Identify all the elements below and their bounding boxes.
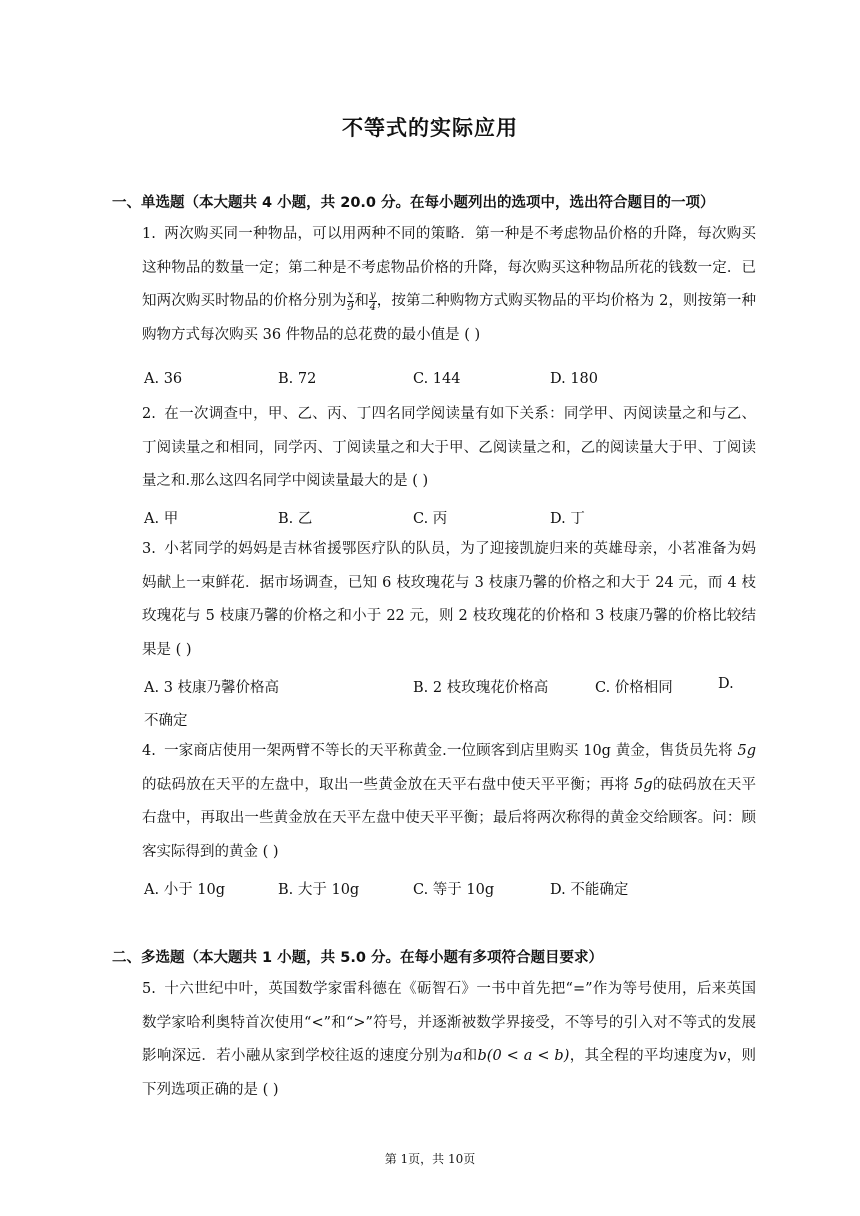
question-number: 2. [142,406,156,422]
question-4: 4. 一家商店使用一架两臂不等长的天平称黄金.一位顾客到店里购买 10g 黄金，售货员先将 5g的砝码放在天平的左盘中，取出一些黄金放在天平右盘中使天平平衡；再将 5g的砝码放在天平右盘中，再取出一些黄金放在天平左盘中使天平平衡；最后将两次称得的黄金交给顾客。问：顾客实际得到的黄金 ( ) [142,735,756,869]
question-text: 两次购买同一种物品，可以用两种不同的策略．第一种是不考虑物品价格的升降，每次购买这种物品的数量一定；第二种是不考虑物品价格的升降，每次购买这种物品所花的钱数一定．已知两次购买时物品的价格分别为 [142,226,756,309]
question-text: 小茗同学的妈妈是吉林省援鄂医疗队的队员，为了迎接凯旋归来的英雄母亲，小茗准备为妈妈献上一束鲜花．据市场调查，已知 6 枝玫瑰花与 3 枝康乃馨的价格之和大于 24 元，而 4 枝玫瑰花与 5 枝康乃馨的价格之和小于 22 元，则 2 枝玫瑰花的价格和 3 枝康乃馨的价格比较结果是 ( ) [142,541,756,658]
option-a[interactable]: A. 甲 [144,511,179,527]
page-footer: 第 1页，共 10页 [384,1152,476,1166]
option-b[interactable]: B. 大于 10g [278,882,360,898]
option-b[interactable]: B. 乙 [278,511,313,527]
option-c[interactable]: C. 价格相同 [595,680,673,696]
option-d[interactable]: D. 丁 [550,511,585,527]
question-2 [142,398,756,499]
option-d-text[interactable]: 不确定 [144,713,188,729]
question-number: 5. [142,981,156,997]
fraction-x-over-9: $\frac{x}{9}$ [347,289,354,313]
option-a[interactable]: A. 小于 10g [144,882,226,898]
question-text-continued: ，按第二种购物方式购买物品的平均价格为 2，则按第一种购物方式每次购买 36 件物品的总花费的最小值是 ( ) [142,293,757,343]
option-c[interactable]: C. 144 [413,371,461,387]
math-5g: 5g [737,743,756,759]
question-number: 1. [142,226,156,242]
question-3 [142,533,756,667]
option-b[interactable]: B. 72 [278,371,317,387]
question-5: 5. 十六世纪中叶，英国数学家雷科德在《砺智石》一书中首先把“=”作为等号使用，后来英国数学家哈利奥特首次使用“<”和“>”符号，并逐渐被数学界接受，不等号的引入对不等式的发展影响深远．若小融从家到学校往返的速度分别为a和b(0 < a < b)，其全程的平均速度为v，则下列选项正确的是 ( ) [142,973,756,1107]
option-d[interactable]: D. [718,676,734,692]
section-heading-multi-choice: 二、多选题（本大题共 1 小题，共 5.0 分。在每小题有多项符合题目要求） [112,950,603,966]
math-5g: 5g [634,776,653,793]
math-v: v [718,1048,727,1064]
question-number: 3. [142,541,156,557]
options-q3-wrap [142,709,762,731]
options-q2 [142,507,762,529]
option-b[interactable]: B. 2 枝玫瑰花价格高 [413,680,549,696]
fraction-y-over-4: $\frac{y}{4}$ [369,289,376,313]
question-text: 十六世纪中叶，英国数学家雷科德在《砺智石》一书中首先把“=”作为等号使用，后来英国数学家哈利奥特首次使用“<”和“>”符号，并逐渐被数学界接受，不等号的引入对不等式的发展影响深远．若小融从家到学校往返的速度分别为 [142,981,756,1064]
option-d[interactable]: D. 180 [550,371,599,387]
options-q4 [142,878,762,900]
option-a[interactable]: A. 3 枝康乃馨价格高 [144,680,280,696]
options-q3 [142,676,762,698]
math-b-condition: b(0 < a < b) [477,1048,570,1064]
option-a[interactable]: A. 36 [144,371,183,387]
page-title: 不等式的实际应用 [342,116,518,140]
question-text: 一家商店使用一架两臂不等长的天平称黄金.一位顾客到店里购买 10g 黄金，售货员先将 [164,743,738,759]
question-number: 4. [142,743,156,759]
question-1: 1. 两次购买同一种物品，可以用两种不同的策略．第一种是不考虑物品价格的升降，每次购买这种物品的数量一定；第二种是不考虑物品价格的升降，每次购买这种物品所花的钱数一定．已知两次购买时物品的价格分别为 $\frac{x}{9}$ 和 $\frac{y}{4}$ ，按第二种购物方式购买物品的平均价格为 2，则按第一种购物方式每次购买 36 件物品的总花费的最小值是 ( ) [142,218,756,352]
question-text: 在一次调查中，甲、乙、丙、丁四名同学阅读量有如下关系：同学甲、丙阅读量之和与乙、丁阅读量之和相同，同学丙、丁阅读量之和大于甲、乙阅读量之和，乙的阅读量大于甲、丁阅读量之和.那么这四名同学中阅读量最大的是 ( ) [142,406,756,489]
math-a: a [453,1048,463,1064]
section-heading-single-choice: 一、单选题（本大题共 4 小题，共 20.0 分。在每小题列出的选项中，选出符合题目的一项） [112,195,715,211]
option-d[interactable]: D. 不能确定 [550,882,629,898]
option-c[interactable]: C. 等于 10g [413,882,495,898]
option-c[interactable]: C. 丙 [413,511,448,527]
options-q1 [142,371,762,393]
